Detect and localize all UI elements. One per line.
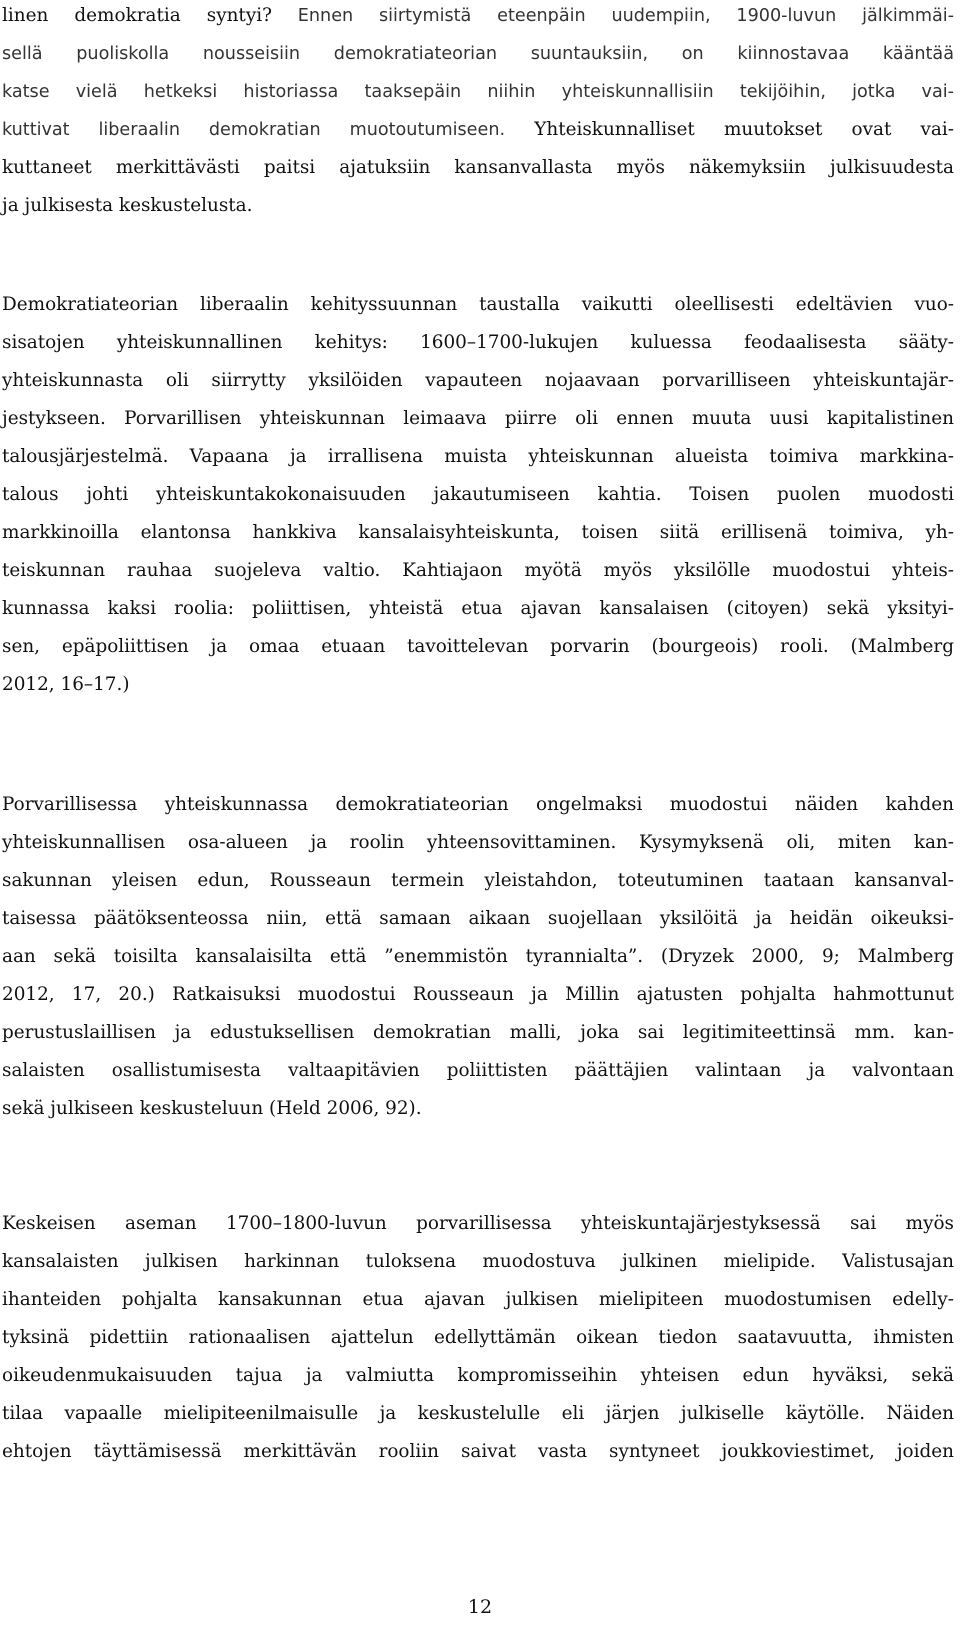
text-line: sellä puoliskolla nousseisiin demokratiateorian suuntauksiin, on kiinnostavaa kääntää <box>2 44 954 64</box>
text-line: sekä julkiseen keskusteluun (Held 2006, 92). <box>2 1098 422 1119</box>
text-line: Keskeisen aseman 1700–1800-luvun porvarillisessa yhteiskuntajärjestyksessä sai myös <box>2 1213 954 1234</box>
text-line: ja julkisesta keskustelusta. <box>2 195 253 216</box>
text-line: teiskunnan rauhaa suojeleva valtio. Kahtiajaon myötä myös yksilölle muodostui yhteis- <box>2 560 954 581</box>
text-line: aan sekä toisilta kansalaisilta että ”enemmistön tyrannialta”. (Dryzek 2000, 9; Malmberg <box>2 946 954 967</box>
text-line: markkinoilla elantonsa hankkiva kansalaisyhteiskunta, toisen siitä erillisenä toimiva, yh- <box>2 522 954 543</box>
text-span: Yhteiskunnalliset muutokset ovat vai- <box>505 119 954 140</box>
text-line: yhteiskunnallisen osa-alueen ja roolin yhteensovittaminen. Kysymyksenä oli, miten kan- <box>2 832 954 853</box>
paragraph-2 <box>2 286 954 704</box>
paragraph-3 <box>2 786 954 1128</box>
text-line: 2012, 17, 20.) Ratkaisuksi muodostui Rousseaun ja Millin ajatusten pohjalta hahmottunut <box>2 984 954 1005</box>
text-span: linen demokratia syntyi? <box>2 5 272 26</box>
text-line: ehtojen täyttämisessä merkittävän rooliin saivat vasta syntyneet joukkoviestimet, joiden <box>2 1441 954 1462</box>
paragraph-4 <box>2 1205 954 1471</box>
text-line: oikeudenmukaisuuden tajua ja valmiutta kompromisseihin yhteisen edun hyväksi, sekä <box>2 1365 954 1386</box>
text-line: sen, epäpoliittisen ja omaa etuaan tavoittelevan porvarin (bourgeois) rooli. (Malmberg <box>2 636 954 657</box>
text-line: taisessa päätöksenteossa niin, että samaan aikaan suojellaan yksilöitä ja heidän oikeuksi- <box>2 908 954 929</box>
text-line: talous johti yhteiskuntakokonaisuuden jakautumiseen kahtia. Toisen puolen muodosti <box>2 484 954 505</box>
text-line: tilaa vapaalle mielipiteenilmaisulle ja keskustelulle eli järjen julkiselle käytölle. Näiden <box>2 1403 954 1424</box>
text-line: Porvarillisessa yhteiskunnassa demokratiateorian ongelmaksi muodostui näiden kahden <box>2 794 954 815</box>
text-line <box>2 111 954 149</box>
text-line: perustuslaillisen ja edustuksellisen demokratian malli, joka sai legitimiteettinsä mm. kan- <box>2 1022 954 1043</box>
text-line: yhteiskunnasta oli siirrytty yksilöiden vapauteen nojaavaan porvarilliseen yhteiskuntajär- <box>2 370 954 391</box>
text-line: sisatojen yhteiskunnallinen kehitys: 1600–1700-lukujen kuluessa feodaalisesta sääty- <box>2 332 954 353</box>
text-line: 2012, 16–17.) <box>2 674 130 695</box>
text-line: ihanteiden pohjalta kansakunnan etua ajavan julkisen mielipiteen muodostumisen edelly- <box>2 1289 954 1310</box>
text-span-sans: Ennen siirtymistä eteenpäin uudempiin, 1900-luvun jälkimmäi- <box>271 6 954 26</box>
text-line: kuttaneet merkittävästi paitsi ajatuksiin kansanvallasta myös näkemyksiin julkisuudesta <box>2 157 954 178</box>
text-line: jestykseen. Porvarillisen yhteiskunnan leimaava piirre oli ennen muuta uusi kapitalistinen <box>2 408 954 429</box>
text-line: sakunnan yleisen edun, Rousseaun termein yleistahdon, toteutuminen taataan kansanval- <box>2 870 954 891</box>
text-line: Demokratiateorian liberaalin kehityssuunnan taustalla vaikutti oleellisesti edeltävien vuo- <box>2 294 954 315</box>
text-line: kunnassa kaksi roolia: poliittisen, yhteistä etua ajavan kansalaisen (citoyen) sekä yksityi- <box>2 598 954 619</box>
text-line <box>2 0 954 35</box>
text-line: tyksinä pidettiin rationaalisen ajattelun edellyttämän oikean tiedon saatavuutta, ihmisten <box>2 1327 954 1348</box>
text-line: salaisten osallistumisesta valtaapitävien poliittisten päättäjien valintaan ja valvontaan <box>2 1060 954 1081</box>
text-line: kansalaisten julkisen harkinnan tuloksena muodostuva julkinen mielipide. Valistusajan <box>2 1251 954 1272</box>
paragraph-1 <box>2 0 954 225</box>
text-line: talousjärjestelmä. Vapaana ja irrallisena muista yhteiskunnan alueista toimiva markkina- <box>2 446 954 467</box>
text-line: katse vielä hetkeksi historiassa taaksepäin niihin yhteiskunnallisiin tekijöihin, jotka vai- <box>2 82 954 102</box>
page-number: 12 <box>467 1596 493 1618</box>
text-span-sans: kuttivat liberaalin demokratian muotoutumiseen. <box>2 120 506 140</box>
